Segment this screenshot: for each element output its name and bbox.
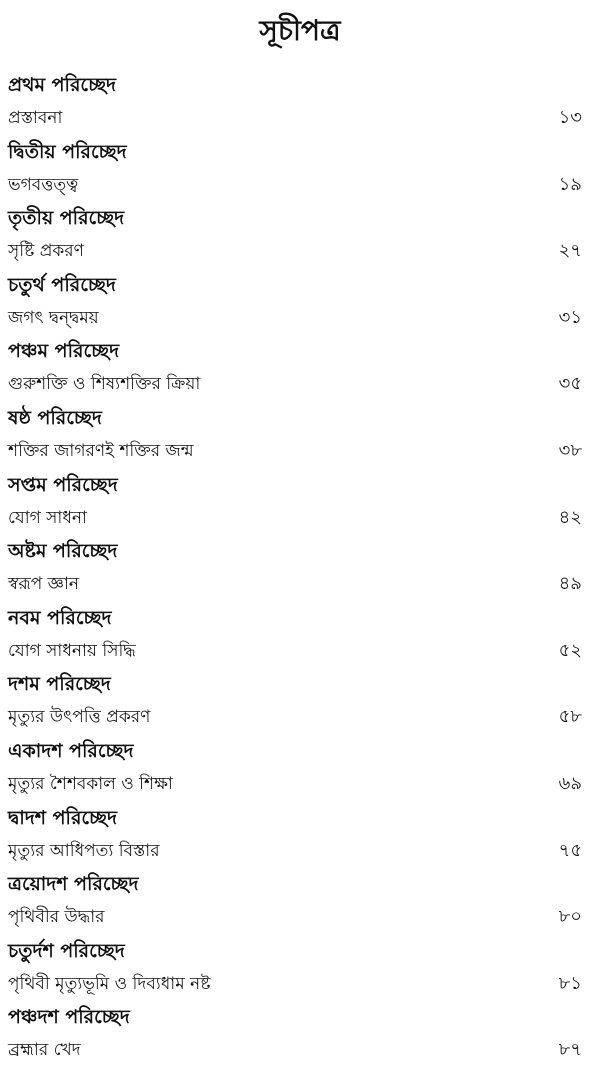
chapter-subject: স্বরূপ জ্ঞান	[8, 574, 80, 595]
chapter-subject: মৃত্যুর শৈশবকাল ও শিক্ষা	[8, 773, 173, 794]
chapter-heading: ত্রয়োদশ পরিচ্ছেদ	[8, 873, 139, 896]
toc-entry	[0, 536, 600, 603]
chapter-subject: সৃষ্টি প্রকরণ	[8, 241, 84, 262]
page-number: ১৯	[558, 173, 582, 195]
toc-row	[8, 504, 582, 532]
toc-row	[8, 703, 582, 731]
toc-row	[8, 570, 582, 598]
chapter-subject: মৃত্যুর আধিপত্য বিস্তার	[8, 840, 160, 861]
page-title: সূচীপত্র	[259, 14, 341, 47]
toc-entry	[0, 1002, 600, 1069]
chapter-heading: চতুর্দশ পরিচ্ছেদ	[8, 939, 125, 962]
toc-row	[8, 171, 582, 199]
toc-entry	[0, 936, 600, 1003]
chapter-heading: নবম পরিচ্ছেদ	[8, 606, 112, 629]
toc-entry	[0, 403, 600, 470]
page-number: ১৩	[558, 107, 582, 128]
chapter-subject: জগৎ দ্বন্দ্বময়	[8, 307, 99, 328]
chapter-heading: তৃতীয় পরিচ্ছেদ	[8, 207, 125, 230]
toc-entry	[0, 70, 600, 137]
toc-entry	[0, 203, 600, 270]
page-number: ৫২	[558, 639, 582, 661]
chapter-heading: পঞ্চদশ পরিচ্ছেদ	[8, 1006, 130, 1029]
chapter-subject: মৃত্যুর উৎপত্তি প্রকরণ	[8, 707, 151, 728]
toc-entry	[0, 869, 600, 936]
page-number: ৪৯	[558, 573, 582, 595]
toc-entry	[0, 603, 600, 670]
page-number: ৩৫	[558, 373, 582, 395]
toc-row	[8, 437, 582, 465]
page-number: ৫৮	[558, 706, 582, 728]
chapter-subject: গুরুশক্তি ও শিষ্যশক্তির ক্রিয়া	[8, 374, 201, 395]
page-number: ৩৮	[558, 439, 582, 461]
page-number: ৬৯	[558, 772, 582, 794]
page-number: ৮৭	[558, 1039, 582, 1061]
toc-row	[8, 304, 582, 332]
page-number: ২৭	[558, 240, 582, 262]
toc-entry	[0, 336, 600, 403]
chapter-heading: দ্বাদশ পরিচ্ছেদ	[8, 806, 118, 829]
page-number: ৭৫	[558, 839, 582, 861]
page-number: ৪২	[558, 506, 582, 528]
chapter-heading: পঞ্চম পরিচ্ছেদ	[8, 340, 120, 363]
toc-row	[8, 370, 582, 398]
chapter-heading: দ্বিতীয় পরিচ্ছেদ	[8, 140, 127, 163]
chapter-heading: দশম পরিচ্ছেদ	[8, 673, 111, 696]
chapter-heading: সপ্তম পরিচ্ছেদ	[8, 473, 118, 496]
toc-entry	[0, 470, 600, 537]
toc-row	[8, 637, 582, 665]
toc-row	[8, 970, 582, 998]
chapter-heading: ষষ্ঠ পরিচ্ছেদ	[8, 406, 102, 429]
toc-entry	[0, 137, 600, 204]
page-number: ৩১	[558, 306, 582, 328]
chapter-subject: শক্তির জাগরণই শক্তির জন্ম	[8, 440, 194, 461]
toc-row	[8, 1036, 582, 1064]
chapter-subject: প্রস্তাবনা	[8, 108, 63, 128]
chapter-subject: যোগ সাধনা	[8, 507, 87, 528]
toc-entry	[0, 736, 600, 803]
toc-entry	[0, 669, 600, 736]
chapter-subject: পৃথিবীর উদ্ধার	[8, 907, 105, 928]
page-number: ৮০	[558, 906, 582, 928]
chapter-heading: চতুর্থ পরিচ্ছেদ	[8, 273, 116, 296]
toc-row	[8, 237, 582, 265]
toc-row	[8, 903, 582, 931]
chapter-subject: ভগবত্তত্ত্ব	[8, 174, 79, 195]
chapter-subject: পৃথিবী মৃত্যুভূমি ও দিব্যধাম নষ্ট	[8, 973, 211, 994]
chapter-subject: যোগ সাধনায় সিদ্ধি	[8, 640, 136, 661]
toc-row	[8, 770, 582, 798]
chapter-subject: ব্রহ্মার খেদ	[8, 1040, 81, 1061]
table-of-contents	[0, 70, 600, 1069]
toc-entry	[0, 270, 600, 337]
chapter-heading: প্রথম পরিচ্ছেদ	[8, 74, 117, 96]
page-number: ৮১	[558, 972, 582, 994]
chapter-heading: একাদশ পরিচ্ছেদ	[8, 739, 134, 762]
toc-row	[8, 837, 582, 865]
toc-entry	[0, 803, 600, 870]
toc-row	[8, 104, 582, 132]
chapter-heading: অষ্টম পরিচ্ছেদ	[8, 540, 118, 563]
